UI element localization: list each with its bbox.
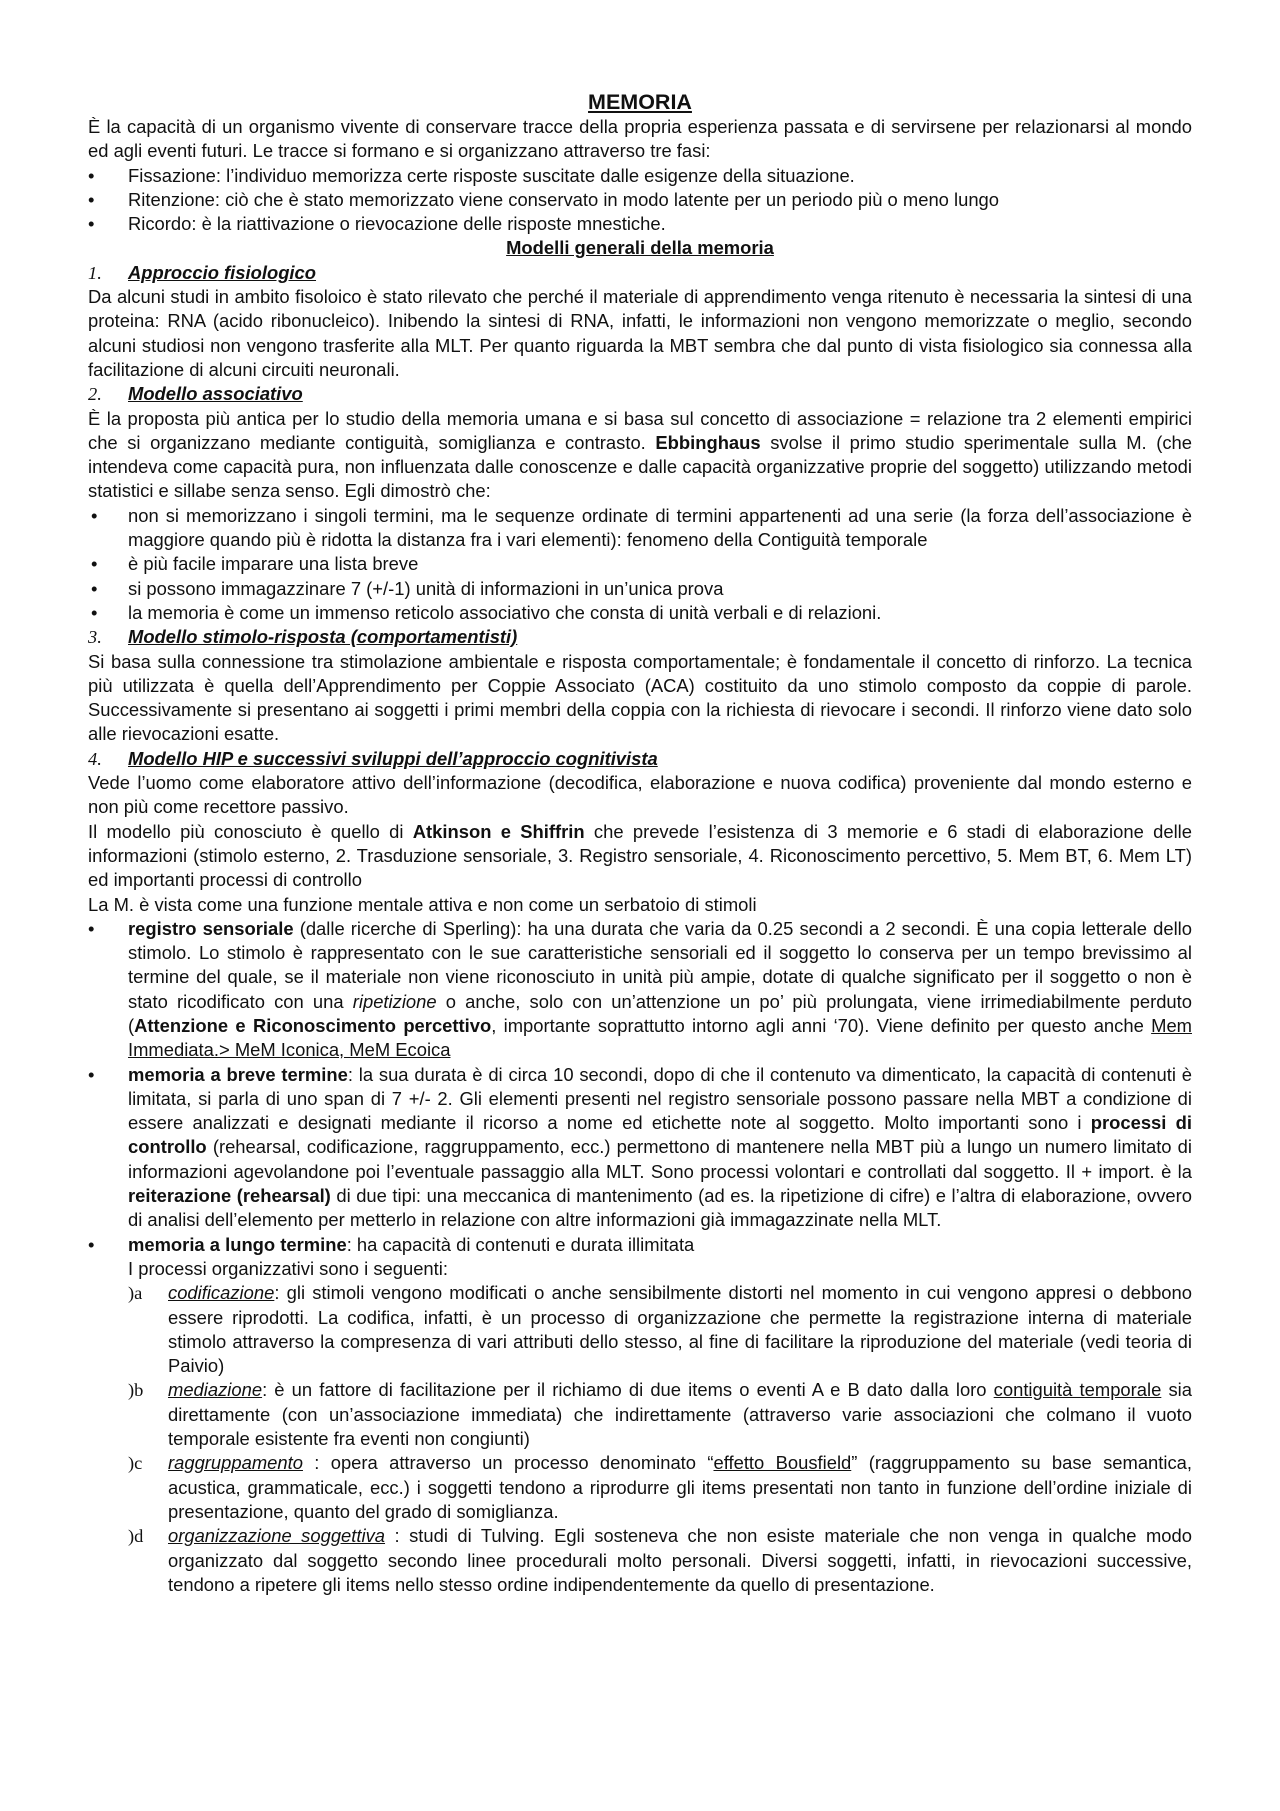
item-letter: )d: [128, 1526, 144, 1547]
section-heading-1: [88, 261, 1192, 285]
section-3-paragraph: Si basa sulla connessione tra stimolazione ambientale e risposta comportamentale; è fondamentale il concetto di rinforzo. La tecnica più utilizzata è quella dell’Apprendimento per Coppie Associato (ACA) costituito da uno stimolo composto da coppie di parole. Successivamente si presentano ai soggetti i primi membri della coppia con la richiesta di rievocare i secondi. Il rinforzo viene dato solo alle rievocazioni esatte.: [88, 650, 1192, 745]
section-title: Modello associativo: [128, 383, 303, 405]
bullet-icon: •: [88, 1063, 95, 1085]
bullet-icon: •: [91, 504, 98, 526]
bullet-icon: •: [91, 601, 98, 623]
list-item: • la memoria è come un immenso reticolo associativo che consta di unità verbali e di relazioni.: [88, 601, 1192, 625]
section-heading-4: [88, 747, 1192, 771]
list-item: • registro sensoriale (dalle ricerche di Sperling): ha una durata che varia da 0.25 secondi a 2 secondi. È una copia letterale dello stimolo. Lo stimolo è rappresentato con le sue caratteristiche sensoriali ed il soggetto lo conserva per un tempo brevissimo al termine del quale, se il materiale non viene riconosciuto in unità più ampie, dotate di qualche significato per il soggetto o non è stato ricodificato con una ripetizione o anche, solo con un’attenzione un po’ più prolungata, viene irrimediabilmente perduto (Attenzione e Riconoscimento percettivo, importante soprattutto intorno agli anni ‘70). Viene definito per questo anche Mem Immediata.> MeM Iconica, MeM Ecoica: [88, 917, 1192, 1061]
organizational-processes-list: [128, 1281, 1192, 1597]
section-heading-3: [88, 625, 1192, 649]
list-item: • Ricordo: è la riattivazione o rievocazione delle risposte mnestiche.: [88, 212, 1192, 236]
section-title: Modello stimolo-risposta (comportamentisti): [128, 626, 518, 648]
intro-paragraph: È la capacità di un organismo vivente di conservare tracce della propria esperienza passata e di servirsene per relazionarsi al mondo ed agli eventi futuri. Le tracce si formano e si organizzano attraverso tre fasi:: [88, 116, 1192, 162]
list-item: • si possono immagazzinare 7 (+/-1) unità di informazioni in un’unica prova: [88, 577, 1192, 601]
section-number: 1.: [88, 262, 102, 283]
list-item: • memoria a breve termine: la sua durata è di circa 10 secondi, dopo di che il contenuto va dimenticato, la capacità di contenuti è limitata, si parla di uno span di 7 +/- 2. Gli elementi presenti nel registro sensoriale possono passare nella MBT a condizione di essere analizzati e designati mediante il ricorso a nome ed etichette note al soggetto. Molto importanti sono i processi di controllo (rehearsal, codificazione, raggruppamento, ecc.) permettono di mantenere nella MBT più a lungo un numero limitato di informazioni agevolandone poi l’eventuale passaggio alla MLT. Sono processi volontari e controllati dal soggetto. Il + import. è la reiterazione (rehearsal) di due tipi: una meccanica di mantenimento (ad es. la ripetizione di cifre) e l’altra di elaborazione, ovvero di analisi dell’elemento per metterlo in relazione con altre informazioni già immagazzinate nella MLT.: [88, 1063, 1192, 1231]
list-item: • memoria a lungo termine: ha capacità di contenuti e durata illimitata I processi organizzativi sono i seguenti: )a codificazione: gli stimoli vengono modificati o anche sensibilmente distorti nel momento in cui vengono appresi o debbono essere riprodotti. La codifica, infatti, è un processo di organizzazione che permette la registrazione interna di materiale stimolo attraverso la compresenza di vari attributi dello stesso, al fine di facilitare la riproduzione del materiale (vedi teoria di Paivio) )b mediazione: è un fattore di facilitazione per il richiamo di due items o eventi A e B dato dalla loro contiguità temporale sia direttamente (con un’associazione immediata) che indirettamente (attraverso varie associazioni che colmano il vuoto temporale esistente fra eventi non congiunti) )c raggruppamento : opera attraverso un processo denominato “effetto Bousfield” (raggruppamento su base semantica, acustica, grammaticale, ecc.) i soggetti tendono a riprodurre gli items presentati non tanto in funzione dell’ordine iniziale di presentazione, quanto del grado di somiglianza. )d organizzazione soggettiva : studi di Tulving. Egli sosteneva che non esiste materiale che non venga in qualche modo organizzato dal soggetto secondo linee procedurali molto personali. Diversi soggetti, infatti, in rievocazioni successive, tendono a ripetere gli items nello stesso ordine indipendentemente da quello di presentazione.: [88, 1233, 1192, 1597]
section-4-paragraph-1: Vede l’uomo come elaboratore attivo dell’informazione (decodifica, elaborazione e nuova codifica) proveniente dal mondo esterno e non più come recettore passivo.: [88, 772, 1192, 818]
bullet-icon: •: [91, 577, 98, 599]
list-item: • non si memorizzano i singoli termini, ma le sequenze ordinate di termini appartenenti ad una serie (la forza dell’associazione è maggiore quando più è ridotta la distanza fra i vari elementi): fenomeno della Contiguità temporale: [91, 504, 1192, 551]
section-number: 2.: [88, 384, 102, 405]
item-letter: )a: [128, 1283, 143, 1304]
bullet-icon: •: [88, 213, 95, 235]
section-title: Approccio fisiologico: [128, 261, 317, 283]
bullet-icon: •: [88, 188, 95, 210]
list-item: )c raggruppamento : opera attraverso un processo denominato “effetto Bousfield” (raggruppamento su base semantica, acustica, grammaticale, ecc.) i soggetti tendono a riprodurre gli items presentati non tanto in funzione dell’ordine iniziale di presentazione, quanto del grado di somiglianza.: [128, 1452, 1192, 1522]
section-number: 4.: [88, 748, 102, 769]
term: memoria a lungo termine: [128, 1233, 347, 1255]
list-item: • è più facile imparare una lista breve: [88, 552, 1192, 576]
section-heading-2: [88, 382, 1192, 406]
page-title: MEMORIA: [588, 90, 692, 114]
section-1-paragraph: Da alcuni studi in ambito fisoloico è stato rilevato che perché il materiale di apprendimento venga ritenuto è necessaria la sintesi di una proteina: RNA (acido ribonucleico). Inibendo la sintesi di RNA, infatti, le informazioni non vengono memorizzate o meglio, secondo alcuni studiosi non vengono trasferite alla MLT. Per quanto riguarda la MBT sembra che dal punto di vista fisiologico sia connessa alla facilitazione di alcuni circuiti neuronali.: [88, 286, 1192, 380]
section-number: 3.: [88, 627, 102, 648]
author-name: Ebbinghaus: [655, 431, 761, 453]
list-item: • Ritenzione: ciò che è stato memorizzato viene conservato in modo latente per un periodo più o meno lungo: [88, 188, 1192, 212]
list-item: • Fissazione: l’individuo memorizza certe risposte suscitate dalle esigenze della situazione.: [88, 164, 1192, 188]
bullet-icon: •: [88, 1233, 95, 1255]
item-letter: )b: [128, 1380, 144, 1401]
list-item: )a codificazione: gli stimoli vengono modificati o anche sensibilmente distorti nel momento in cui vengono appresi o debbono essere riprodotti. La codifica, infatti, è un processo di organizzazione che permette la registrazione interna di materiale stimolo attraverso la compresenza di vari attributi dello stesso, al fine di facilitare la riproduzione del materiale (vedi teoria di Paivio): [128, 1282, 1192, 1377]
phases-list: [88, 164, 1192, 237]
section-2-paragraph: È la proposta più antica per lo studio della memoria umana e si basa sul concetto di associazione = relazione tra 2 elementi empirici che si organizzano mediante contiguità, somiglianza e contrasto. Ebbinghaus svolse il primo studio sperimentale sulla M. (che intendeva come capacità pura, non influenzata dalle conoscenze e dalle capacità organizzative proprie del soggetto) utilizzando metodi statistici e sillabe senza senso. Egli dimostrò che:: [88, 407, 1192, 502]
author-name: Atkinson e Shiffrin: [412, 820, 585, 842]
ebbinghaus-findings-list: [88, 504, 1192, 625]
section-4-paragraph-3: La M. è vista come una funzione mentale attiva e non come un serbatoio di stimoli: [88, 893, 757, 915]
list-item: )d organizzazione soggettiva : studi di Tulving. Egli sosteneva che non esiste materiale che non venga in qualche modo organizzato dal soggetto secondo linee procedurali molto personali. Diversi soggetti, infatti, in rievocazioni successive, tendono a ripetere gli items nello stesso ordine indipendentemente da quello di presentazione.: [128, 1525, 1192, 1595]
term: memoria a breve termine: [128, 1063, 348, 1085]
section-4-paragraph-2: Il modello più conosciuto è quello di Atkinson e Shiffrin che prevede l’esistenza di 3 memorie e 6 stadi di elaborazione delle informazioni (stimolo esterno, 2. Trasduzione sensoriale, 3. Registro sensoriale, 4. Riconoscimento percettivo, 5. Mem BT, 6. Mem LT) ed importanti processi di controllo: [88, 820, 1192, 891]
document-page: [88, 90, 1192, 1597]
section-subtitle: Modelli generali della memoria: [506, 237, 774, 259]
bullet-icon: •: [91, 553, 98, 575]
section-title: Modello HIP e successivi sviluppi dell’approccio cognitivista: [128, 747, 658, 769]
term: registro sensoriale: [128, 917, 294, 939]
bullet-icon: •: [88, 164, 95, 186]
memory-stores-list: [88, 917, 1192, 1597]
item-letter: )c: [128, 1453, 143, 1474]
list-item: )b mediazione: è un fattore di facilitazione per il richiamo di due items o eventi A e B dato dalla loro contiguità temporale sia direttamente (con un’associazione immediata) che indirettamente (attraverso varie associazioni che colmano il vuoto temporale esistente fra eventi non congiunti): [128, 1379, 1192, 1450]
bullet-icon: •: [88, 917, 95, 939]
